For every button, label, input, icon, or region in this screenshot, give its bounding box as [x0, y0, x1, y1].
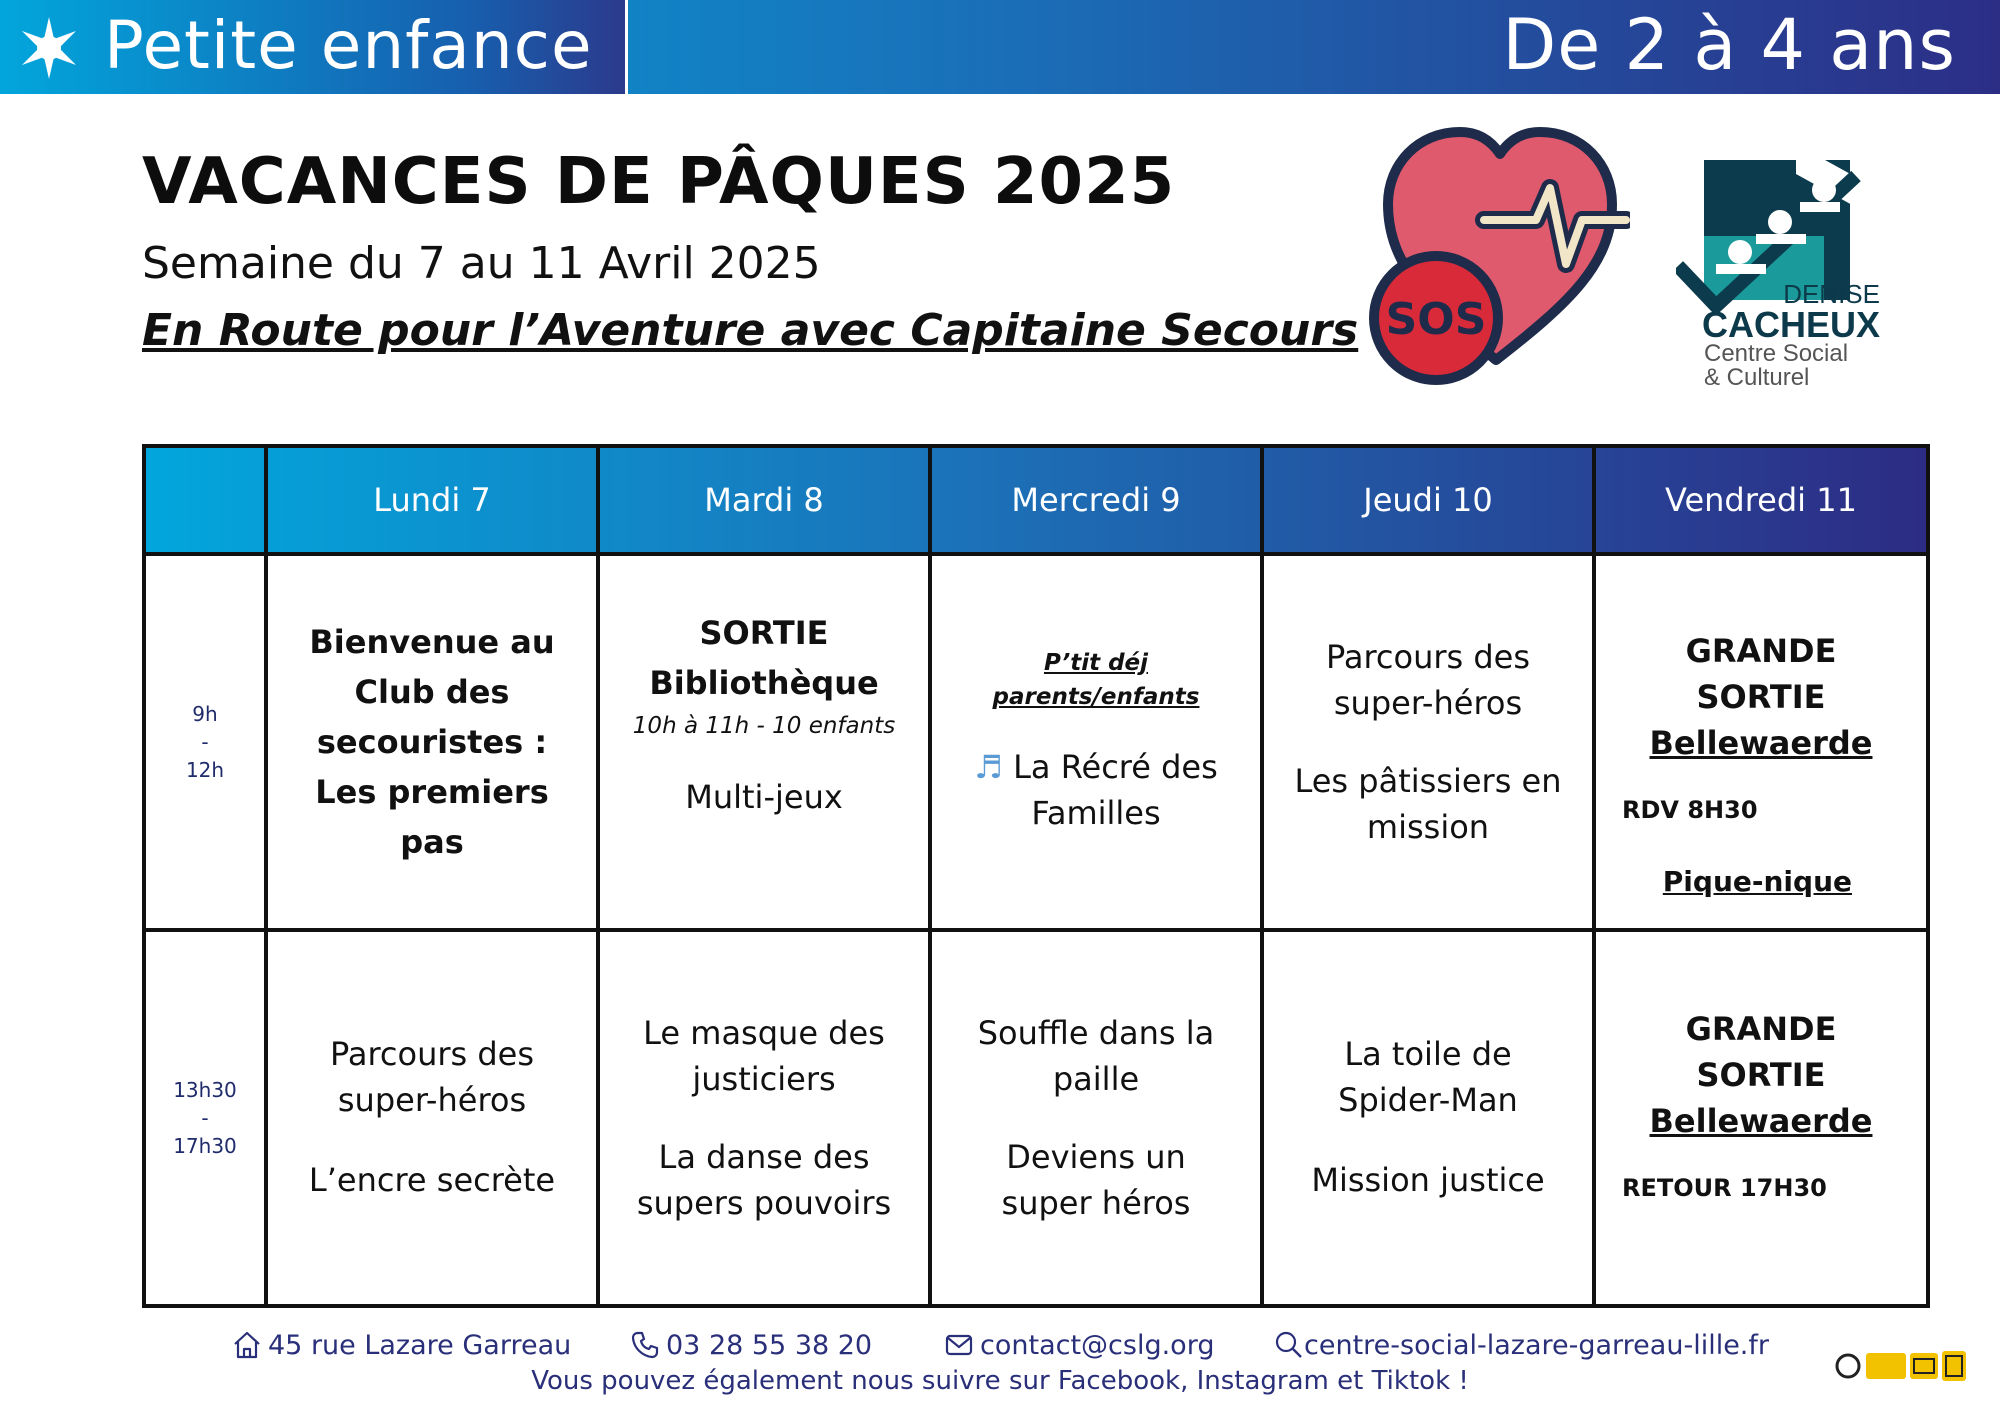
footer-phone[interactable] [630, 1322, 872, 1368]
star-icon [18, 17, 80, 79]
time-end: 17h30 [173, 1134, 237, 1158]
picnic-label: Pique-nique [1662, 865, 1852, 898]
logo-sub1: Centre Social [1704, 340, 1849, 367]
outing-label: GRANDE SORTIE [1685, 1010, 1837, 1094]
activity-line [942, 744, 1250, 836]
address-text: 45 rue Lazare Garreau [268, 1329, 572, 1361]
banner-title: Petite enfance [104, 7, 593, 84]
breakfast-label-2: parents/enfants [992, 684, 1200, 710]
activity-text: Parcours des super-héros [1325, 638, 1531, 722]
week-label: Semaine du 7 au 11 Avril 2025 [142, 238, 821, 289]
activity-tuesday-am [600, 556, 928, 928]
activity-wednesday-am [932, 556, 1260, 928]
time-sep: - [201, 730, 209, 754]
outing-label: GRANDE SORTIE [1685, 632, 1837, 716]
time-start: 13h30 [173, 1078, 237, 1102]
activity-text: Souffle dans la paille [977, 1014, 1215, 1098]
time-start: 9h [192, 702, 218, 726]
logo-sub2: & Culturel [1704, 364, 1810, 391]
mail-icon [944, 1330, 974, 1360]
logo-denise: DENISE [1783, 279, 1880, 309]
theme-label: En Route pour l’Aventure avec Capitaine Secours [142, 305, 1359, 356]
activity-friday-am [1596, 556, 1926, 928]
activity-text: La Récré des Familles [1013, 748, 1218, 832]
recycling-badge-icon [1834, 1348, 1970, 1384]
email-text: contact@cslg.org [980, 1329, 1215, 1361]
outing-label: SORTIE [699, 614, 829, 652]
search-icon [1274, 1330, 1304, 1360]
day-header-thursday: Jeudi 10 [1363, 481, 1493, 519]
activity-text: La toile de Spider-Man [1338, 1035, 1518, 1119]
sos-text: SOS [1385, 294, 1487, 345]
activity-thursday-pm [1264, 932, 1592, 1304]
activity-wednesday-pm [932, 932, 1260, 1304]
activity-text: Le masque des justiciers [643, 1014, 885, 1098]
outing-place: Bellewaerde [1649, 1102, 1873, 1140]
banner-age: De 2 à 4 ans [1502, 4, 1956, 86]
time-sep: - [201, 1106, 209, 1130]
day-header-monday: Lundi 7 [373, 481, 491, 519]
day-header-wednesday: Mercredi 9 [1011, 481, 1181, 519]
meeting-time: RDV 8H30 [1622, 796, 1758, 824]
activity-monday-pm [268, 932, 596, 1304]
phone-text: 03 28 55 38 20 [666, 1329, 873, 1361]
activity-text-2: Deviens un super héros [1001, 1138, 1191, 1222]
breakfast-label: P’tit déj [1043, 650, 1149, 676]
phone-icon [630, 1330, 660, 1360]
page-title: VACANCES DE PÂQUES 2025 [142, 145, 1176, 219]
home-icon [232, 1330, 262, 1360]
day-header-tuesday: Mardi 8 [704, 481, 824, 519]
activity-thursday-am [1264, 556, 1592, 928]
activity-friday-pm [1596, 932, 1926, 1304]
activity-text-2: Les pâtissiers en mission [1294, 762, 1562, 846]
activity-text-2: Mission justice [1311, 1161, 1545, 1199]
activity-text: Bienvenue au Club des secouristes : Les premiers pas [309, 623, 555, 861]
outing-details: 10h à 11h - 10 enfants [632, 713, 896, 739]
footer-website[interactable] [1274, 1322, 1769, 1368]
return-time: RETOUR 17H30 [1622, 1174, 1827, 1202]
logo-cacheux: CACHEUX [1701, 304, 1880, 345]
activity-text-2: La danse des supers pouvoirs [636, 1138, 892, 1222]
website-text: centre-social-lazare-garreau-lille.fr [1304, 1329, 1769, 1361]
outing-place: Bellewaerde [1649, 724, 1873, 762]
activity-text: Parcours des super-héros [329, 1035, 535, 1119]
centre-social-text [1700, 280, 1880, 390]
footer-address [232, 1322, 571, 1368]
time-slot-morning [146, 556, 264, 928]
activity-monday-am [268, 556, 596, 928]
activity-text: Multi-jeux [685, 778, 843, 816]
day-header-friday: Vendredi 11 [1665, 481, 1857, 519]
time-end: 12h [185, 758, 225, 782]
sos-heart-logo [1368, 124, 1630, 386]
top-banner [0, 0, 2000, 94]
schedule-table [142, 444, 1930, 1308]
activity-tuesday-pm [600, 932, 928, 1304]
activity-text-2: L’encre secrète [308, 1161, 556, 1199]
time-slot-afternoon [146, 932, 264, 1304]
social-follow-text: Vous pouvez également nous suivre sur Facebook, Instagram et Tiktok ! [531, 1366, 1469, 1396]
music-note-icon: ♬ [974, 748, 1003, 786]
outing-place: Bibliothèque [649, 664, 879, 702]
footer-email[interactable] [944, 1322, 1214, 1368]
banner-section-left [0, 0, 628, 94]
